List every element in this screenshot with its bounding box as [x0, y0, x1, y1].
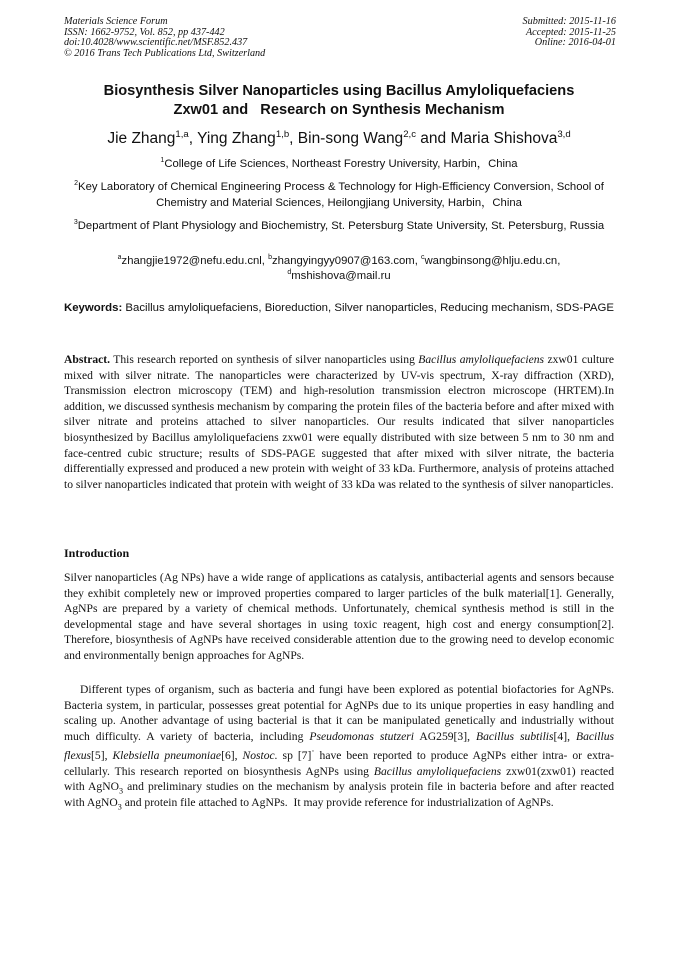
affiliation-3	[52, 218, 626, 234]
email-mark: b	[268, 254, 272, 262]
affiliation-text: College of Life Sciences, Northeast Forestry University, Harbin，China	[164, 158, 518, 170]
species-name: Bacillus amyloliquefaciens	[373, 764, 502, 778]
species-name: Bacillus subtilis	[476, 729, 554, 743]
introduction-paragraph-2	[64, 682, 614, 811]
abstract-label: Abstract.	[64, 353, 111, 366]
accepted-date: Accepted: 2015-11-25	[525, 26, 616, 38]
email-link[interactable]: wangbinsong@hlju.edu.cn	[424, 255, 558, 267]
paragraph-text: [5],	[91, 749, 113, 763]
paragraph-text: [4],	[553, 729, 576, 743]
paper-title	[50, 82, 628, 120]
email-link[interactable]: mshishova@mail.ru	[291, 270, 391, 282]
author-affiliation-mark: 3,d	[557, 128, 571, 140]
abstract-text: This research reported on synthesis of silver nanoparticles using	[113, 353, 415, 366]
email-mark: d	[287, 269, 292, 277]
paragraph-text: Different types of organism, such as bacteria and fungi have been explored as potential biofactories for AgNPs. Bacteria system, in particular, possesses great potential for AgNPs due to its unique properties in easy handling and scaling up. Another advantage of using bacterial is that it can be manipulated genetically and industrially without much difficulty. A variety of bacteria, including	[64, 683, 614, 743]
author-affiliation-mark: 2,c	[403, 128, 416, 140]
species-name: Pseudomonas stutzeri	[309, 729, 415, 743]
author-name: Bin-song Wang	[297, 130, 404, 147]
author-separator: ,	[289, 130, 298, 147]
subscript: 3	[117, 802, 122, 812]
introduction-heading: Introduction	[64, 546, 130, 560]
paragraph-text: and protein file attached to AgNPs. It may provide reference for industrialization of AgNPs.	[121, 796, 554, 810]
author-name: Ying Zhang	[197, 130, 276, 147]
author-separator: ,	[188, 130, 198, 147]
email-link[interactable]: zhangjie1972@nefu.edu.cnl	[121, 255, 262, 267]
paragraph-text: zxw01(zxw01) reacted with AgNO	[64, 764, 614, 794]
author-name: Maria Shishova	[450, 130, 558, 147]
abstract	[64, 352, 614, 492]
affiliation-mark: 2	[74, 180, 79, 188]
author-affiliation-mark: 1,b	[275, 128, 290, 140]
keywords-label: Keywords:	[64, 302, 123, 314]
species-name: Klebsiella pneumoniae	[112, 749, 222, 763]
email-link[interactable]: zhangyingyy0907@163.com	[271, 255, 415, 267]
author-name: Jie Zhang	[107, 130, 176, 147]
paragraph-text: sp [7]	[277, 749, 312, 763]
author-affiliation-mark: 1,a	[175, 128, 189, 140]
paragraph-text: have been reported to produce AgNPs either intra- or extra-cellularly. This research reported on biosynthesis AgNPs using	[64, 749, 615, 778]
abstract-text: zxw01 culture mixed with silver nitrate. The nanoparticles were characterized by UV-vis spectrum, X-ray diffraction (XRD), Transmission electron microscopy (TEM) and high-resolution transmission electron microscope (HRTEM).In addition, we discussed synthesis mechanism by comparing the protein files of the bacteria before and after mixed with silver nitrate and proteins attached to silver nanoparticles. Our results indicated that silver nanoparticles biosynthesized by Bacillus amyloliquefaciens zxw01 were equally distributed with size between 5 nm to 30 nm and face-centred cubic structure; results of SDS-PAGE suggested that after mixed with silver nitrate, the bacteria differentially expressed and produced a new protein with weight of 33 kDa. Furthermore, analysis of proteins attached to silver nanoparticles indicated that protein with weight of 33 kDa was related to the synthesis of silver nanoparticles.	[64, 353, 614, 491]
affiliation-1	[52, 156, 626, 172]
affiliation-2	[52, 179, 626, 211]
paragraph-text: Silver nanoparticles (Ag NPs) have a wide range of applications as catalysis, antibacterial agents and sensors because they exhibit completely new or improved properties compared to larger particles of the bulk material[1]. Generally, AgNPs are prepared by a variety of chemical methods. Unfortunately, chemical synthesis method is still in the developmental stage and have several shortages in using toxic reagent, high cost and energy consumption[2]. Therefore, biosynthesis of AgNPs have received considerable attention due to the growing need to develop economic and environmentally benign approaches for AgNPs.	[64, 571, 614, 662]
paragraph-text: [6],	[221, 749, 243, 763]
author-list	[40, 129, 638, 149]
dates-header	[523, 17, 616, 49]
reference-mark: ·	[311, 746, 315, 758]
copyright-line: © 2016 Trans Tech Publications Ltd, Switzerland	[64, 47, 266, 59]
email-mark: a	[117, 254, 122, 262]
subscript: 3	[118, 786, 124, 796]
species-name: Bacillus amyloliquefaciens	[418, 353, 545, 366]
author-separator: and	[416, 130, 451, 147]
affiliation-mark: 1	[160, 157, 165, 165]
affiliation-text: Key Laboratory of Chemical Engineering Process & Technology for High-Efficiency Conversion, School of Chemistry and Material Sciences, Heilongjiang University, Harbin，China	[78, 181, 604, 209]
species-name: Bacillus flexus	[64, 729, 614, 763]
affiliation-mark: 3	[73, 219, 78, 227]
author-emails: $^a$zhangjie1972@nefu.edu.cnl, $^b$zhangyingyy0907@163.com, $^c$wangbinsong@hlju.edu.cn, $^d$mshishova@mail.ru	[117, 254, 561, 282]
title-line-1: Biosynthesis Silver Nanoparticles using Bacillus Amyloliquefaciens	[103, 83, 575, 99]
doi-line[interactable]: doi:10.4028/www.scientific.net/MSF.852.437	[64, 37, 248, 49]
journal-header	[64, 17, 265, 59]
email-mark: c	[421, 254, 425, 262]
paragraph-text: AG259[3],	[414, 729, 476, 743]
title-line-2: Zxw01 and Research on Synthesis Mechanism	[173, 102, 505, 118]
keywords-text: Bacillus amyloliquefaciens, Bioreduction, Silver nanoparticles, Reducing mechanism, SDS-PAGE	[125, 302, 614, 314]
species-name: Nostoc.	[242, 749, 278, 763]
keywords	[64, 301, 614, 316]
affiliation-text: Department of Plant Physiology and Biochemistry, St. Petersburg State University, St. Petersburg, Russia	[77, 220, 605, 232]
online-date: Online: 2016-04-01	[534, 37, 616, 49]
paragraph-text: and preliminary studies on the mechanism by analysis protein file in bacteria before and after reacted with AgNO	[64, 780, 614, 810]
journal-name: Materials Science Forum	[64, 16, 168, 27]
issn-line: ISSN: 1662-9752, Vol. 852, pp 437-442	[64, 26, 225, 38]
submitted-date: Submitted: 2015-11-16	[522, 16, 616, 27]
introduction-paragraph-1	[64, 570, 614, 664]
